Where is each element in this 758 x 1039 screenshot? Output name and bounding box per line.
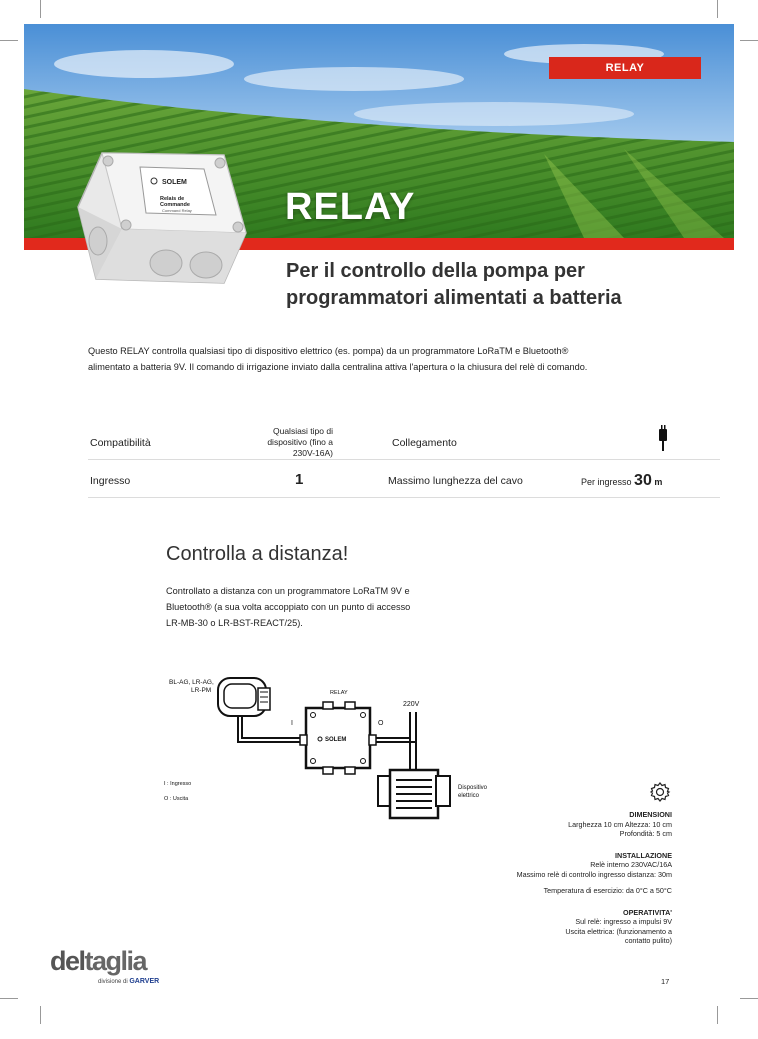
product-image	[74, 145, 256, 291]
specs-operation	[412, 908, 672, 946]
page-number: 17	[661, 977, 670, 986]
specs-line: Uscita elettrica: (funzionamento a	[565, 926, 672, 936]
crop-mark	[740, 998, 758, 999]
spec-value-line3: 230V-16A)	[292, 448, 333, 458]
specs-line: Relè interno 230VAC/16A	[590, 860, 672, 869]
technical-specs	[412, 810, 672, 954]
intro-paragraph	[88, 343, 688, 375]
crop-mark	[40, 1006, 41, 1024]
subtitle-line1: Per il controllo della pompa per	[286, 260, 585, 282]
product-brand: SOLEM	[162, 179, 187, 186]
relay-brand: SOLEM	[325, 737, 347, 743]
specs-line: Profondità: 5 cm	[619, 829, 672, 838]
description-line3: LR-MB-30 o LR-BST-REACT/25).	[166, 618, 303, 628]
crop-mark	[0, 998, 18, 999]
programmer-device	[218, 678, 270, 716]
wiring-diagram	[160, 672, 500, 824]
logo-sub-brand: GARVER	[129, 978, 160, 985]
specs-line: Temperatura di esercizio: da 0°C a 50°C	[543, 886, 672, 895]
spec-label: Compatibilità	[90, 437, 151, 449]
crop-mark	[717, 1006, 718, 1024]
device-label-2: elettrico	[458, 793, 480, 799]
specs-line: Massimo relè di controllo ingresso distanza: 30m	[516, 869, 672, 879]
crop-mark	[717, 0, 718, 18]
spec-label: Massimo lunghezza del cavo	[388, 475, 523, 487]
specs-installation	[412, 851, 672, 896]
specs-title: DIMENSIONI	[629, 810, 672, 819]
specs-dimensions	[412, 810, 672, 839]
spec-label: Ingresso	[90, 475, 131, 487]
crop-mark	[740, 40, 758, 41]
programmer-label-2: LR-PM	[191, 687, 212, 694]
input-marker: I	[291, 720, 293, 727]
specs-line: contatto pulito)	[624, 936, 672, 945]
gear-icon	[649, 781, 671, 803]
spec-value-line2: dispositivo (fino a	[267, 437, 333, 447]
logo-subline	[98, 978, 180, 985]
logo-part2: taglia	[84, 946, 147, 976]
subtitle-line2: programmatori alimentati a batteria	[286, 287, 622, 309]
intro-line1: Questo RELAY controlla qualsiasi tipo di dispositivo elettrico (es. pompa) da un programmatore LoRaTM e Bluetooth®	[88, 346, 569, 356]
spec-label: Collegamento	[392, 437, 457, 449]
hero-title: RELAY	[285, 186, 416, 228]
specs-title: INSTALLAZIONE	[615, 850, 672, 860]
voltage-label: 220V	[403, 701, 420, 708]
legend-input: I : Ingresso	[164, 781, 192, 787]
section-heading: Controlla a distanza!	[166, 543, 349, 565]
spec-value-line1: Qualsiasi tipo di	[272, 426, 333, 436]
logo-sub: divisione di	[98, 979, 128, 985]
device-label-1: Dispositivo	[458, 785, 488, 791]
logo-wordmark	[50, 946, 180, 976]
spec-value	[218, 426, 333, 459]
output-marker: O	[378, 720, 384, 727]
specs-title: OPERATIVITA'	[623, 907, 672, 917]
specs-line: Larghezza 10 cm Altezza: 10 cm	[568, 819, 672, 829]
crop-mark	[40, 0, 41, 18]
page-subtitle	[286, 258, 726, 312]
description-line2: Bluetooth® (a sua volta accoppiato con un punto di accesso	[166, 602, 411, 612]
plug-icon	[658, 425, 668, 454]
spec-row	[88, 460, 720, 498]
specs-line: Sul relè: ingresso a impulsi 9V	[575, 917, 672, 926]
spec-row	[88, 423, 720, 460]
crop-mark	[0, 40, 18, 41]
relay-box	[300, 702, 376, 774]
spec-value-number: 30	[634, 472, 652, 489]
product-label-line3: Command Relay	[162, 208, 192, 213]
relay-label: RELAY	[330, 690, 348, 696]
company-logo	[50, 946, 180, 990]
section-tag: RELAY	[549, 57, 701, 79]
product-label-line1: Relais de	[160, 196, 185, 202]
section-description	[166, 583, 466, 631]
intro-line2: alimentato a batteria 9V. Il comando di irrigazione inviato dalla centralina attiva l'apertura o la chiusura del relè di comando.	[88, 362, 588, 372]
product-label-line2: Commande	[160, 202, 190, 208]
spec-value	[581, 472, 662, 490]
logo-part1: del	[50, 946, 85, 976]
spec-value-prefix: Per ingresso	[581, 477, 632, 487]
programmer-label-1: BL-AG, LR-AG,	[169, 679, 214, 686]
description-line1: Controllato a distanza con un programmatore LoRaTM 9V e	[166, 586, 410, 596]
legend-output: O : Uscita	[164, 796, 189, 802]
spec-value-unit: m	[654, 477, 663, 487]
spec-value: 1	[295, 471, 304, 488]
